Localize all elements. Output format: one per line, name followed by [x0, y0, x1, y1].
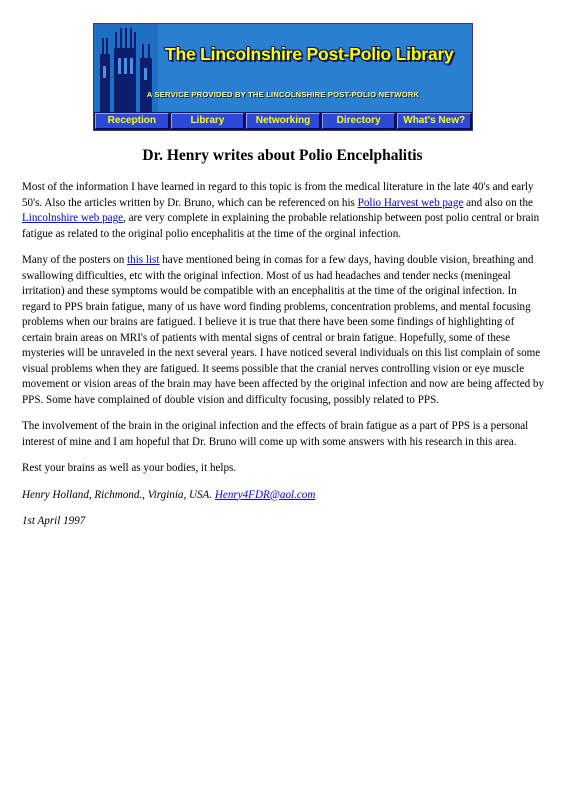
paragraph-4: Rest your brains as well as your bodies, it helps.	[22, 462, 237, 474]
nav-reception[interactable]: Reception	[95, 113, 169, 129]
polio-harvest-link[interactable]: Polio Harvest web page	[357, 196, 464, 209]
nav-whats-new[interactable]: What's New?	[397, 113, 471, 129]
banner-subtitle: A SERVICE PROVIDED BY THE LINCOLNSHIRE POST-POLIO NETWORK	[146, 90, 420, 99]
nav-library[interactable]: Library	[171, 113, 245, 129]
site-banner	[93, 23, 473, 131]
page-title: Dr. Henry writes about Polio Encelphalitis	[142, 147, 423, 164]
nav-networking[interactable]: Networking	[246, 113, 320, 129]
this-list-link[interactable]: this list	[127, 254, 160, 266]
banner-header	[94, 24, 472, 112]
paragraph-2: Many of the posters on this list have mentioned being in comas for a few days, having double vision, breathing and swallowing difficulties, etc with the original infection. Most of us had headaches and tender necks (meningeal irritation) and these symptoms would be compatible with an encephalitis at the time of the original infection. In regard to PPS brain fatigue, many of us have word finding problems, concentration problems, and mental focusing problems when our brains are fatigued. I believe it is true that there have been some findings of highlighting of certain brain areas on MRI's of patients with mental signs of central or brain fatigue. Hopefully, some of these mysteries will be unraveled in the next several years. I have noticed several individuals on this list complain of some visual problems when they are fatigued. It seems possible that the cranial nerves controlling vision or eye muscle movement or vision areas of the brain may have been affected by the original infection and now are being affected by PPS. Some have complained of double vision and difficulty focusing, possibly related to PPS.	[22, 254, 545, 406]
banner-title: The Lincolnshire Post-Polio Library	[165, 44, 454, 64]
lincolnshire-web-page-link[interactable]: Lincolnshire web page	[22, 212, 124, 224]
email-link[interactable]: Henry4FDR@aol.com	[214, 488, 316, 501]
paragraph-1: Most of the information I have learned in regard to this topic is from the medical literature in the late 40's and early 50's. Also the articles written by Dr. Bruno, which can be referenced on his Polio Harvest web page and also on the Lincolnshire web page, are very complete in explaining the probable relationship between post polio central or brain fatigue as related to the original polio encephalitis at the time of the orginal infection.	[22, 181, 540, 240]
nav-bar	[94, 112, 472, 130]
article-date: 1st April 1997	[22, 515, 86, 527]
nav-directory[interactable]: Directory	[322, 113, 396, 129]
paragraph-3: The involvement of the brain in the original infection and the effects of brain fatigue as a part of PPS is a personal interest of mine and I am hopeful that Dr. Bruno will come up with some answers with his research in this area.	[22, 420, 529, 448]
article-body	[22, 180, 547, 541]
signature: Henry Holland, Richmond., Virginia, USA. Henry4FDR@aol.com	[22, 488, 316, 501]
